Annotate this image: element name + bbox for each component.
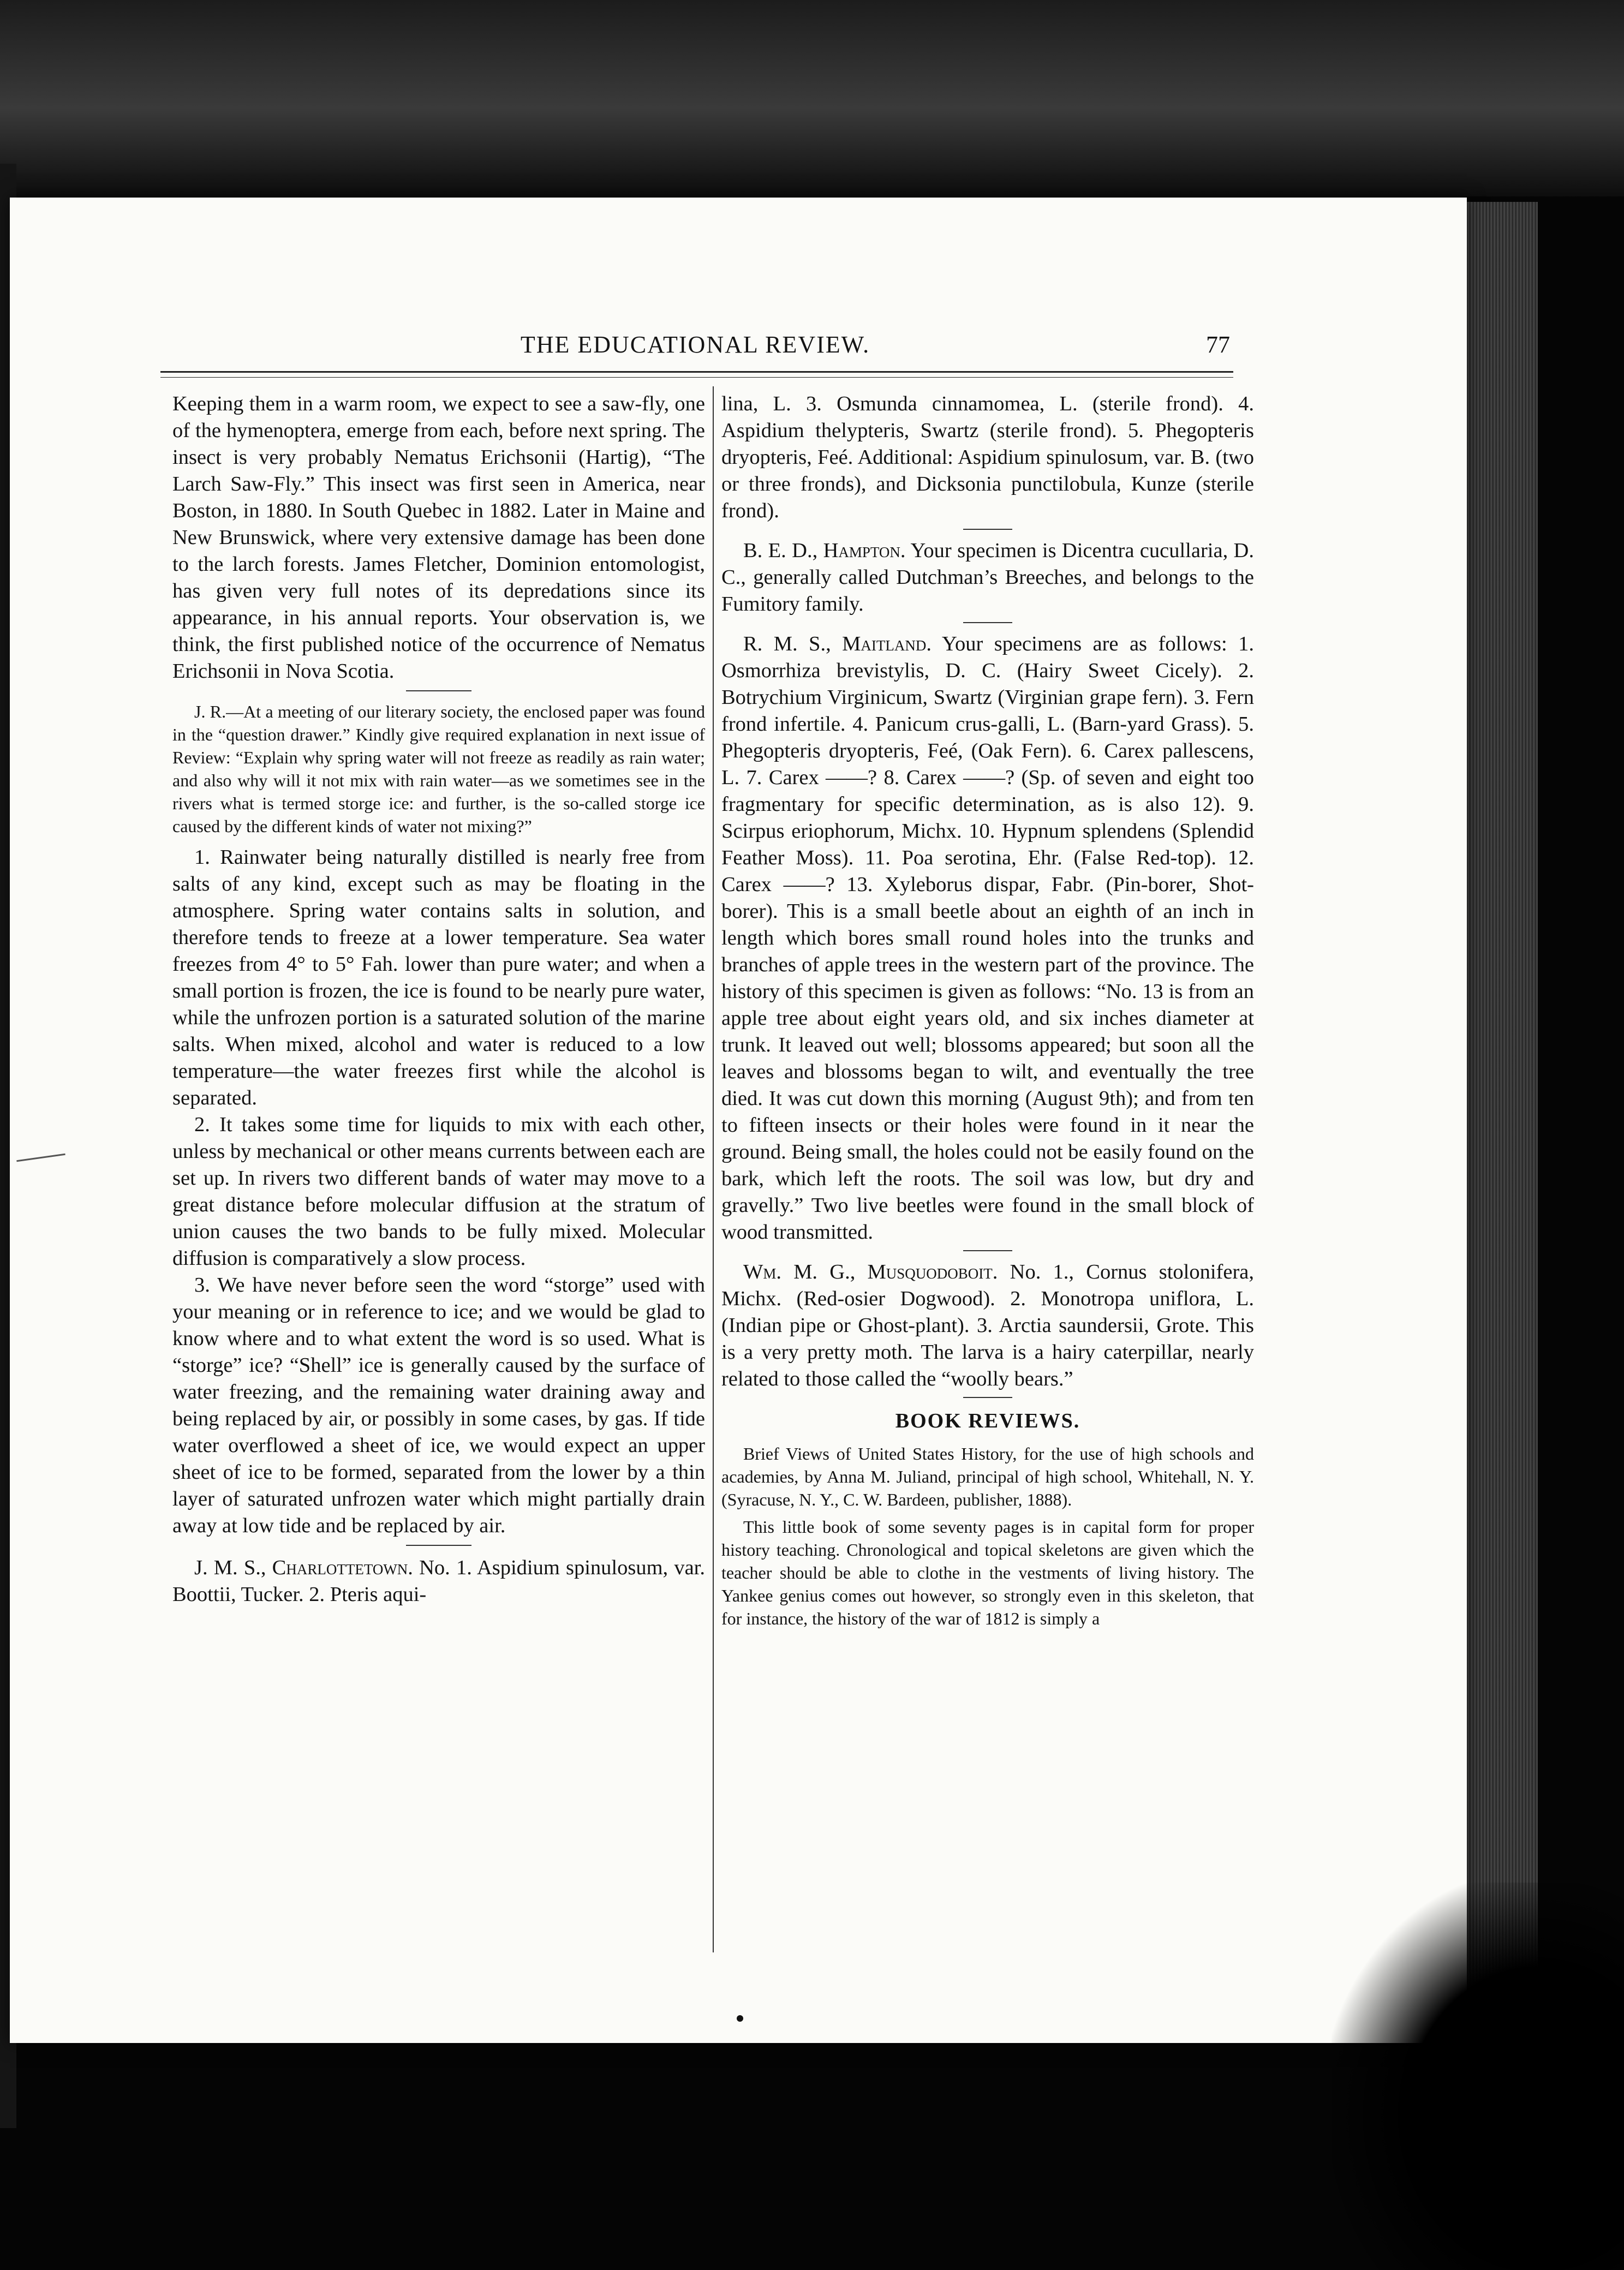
section-separator [406, 1545, 471, 1546]
book-page-edges [1467, 202, 1538, 2003]
running-title: THE EDUCATIONAL REVIEW. [520, 331, 870, 358]
entry-bed-text: Your specimen is Dicentra cucullaria, D. C., generally called Dutchman’s Breeches, and belongs to the Fumitory family. [721, 539, 1254, 616]
entry-rms [721, 631, 1254, 1246]
header-rule [160, 371, 1233, 378]
entry-jms [172, 1555, 705, 1608]
review-text: This little book of some seventy pages is in capital form for proper history teaching. Chronological and topical skeletons are given which the teacher should be able to clothe in the vestments of living history. The Yankee genius comes out however, so strongly even in this skeleton, that for instance, the history of the war of 1812 is simply a [721, 1517, 1254, 1628]
section-separator [963, 529, 1012, 530]
scan-background-top [0, 0, 1624, 196]
answer-3: 3. We have never before seen the word “storge” used with your meaning or in reference to ice; and we would be glad to know where and to what extent the word is so used. What is “storge” ice? “Shell” ice is generally caused by the surface of water freezing, and the remaining water draining away and being replaced by air, or possibly in some cases, by gas. If tide water overflowed a sheet of ice, we would expect an upper sheet of ice to be formed, separated from the lower by a thin layer of saturated unfrozen water which might partially drain away at low tide and be replaced by air. [172, 1274, 705, 1537]
entry-jms-text: No. 1. Aspidium spinulosum, var. Boottii, Tucker. 2. Pteris aqui- [172, 1556, 705, 1606]
page-number: 77 [1206, 331, 1230, 358]
sawfly-paragraph: Keeping them in a warm room, we expect to see a saw-fly, one of the hymenoptera, emerge from each, before next spring. The insect is very probably Nematus Erichsonii (Hartig), “The Larch Saw-Fly.” This insect was first seen in America, near Boston, in 1880. In South Quebec in 1882. Later in Maine and New Brunswick, where very extensive damage has been done to the larch forests. James Fletcher, Dominion entomologist, has given very full notes of its depredations since its appearance, in his annual reports. Your observation is, we think, the first published notice of the occurrence of Nematus Erichsonii in Nova Scotia. [172, 392, 705, 683]
correspondent-wmg: Wm. M. G., Musquodoboit. [743, 1261, 998, 1283]
correspondent-bed: B. E. D., Hampton. [743, 539, 906, 562]
scan-corner-shadow [1332, 1883, 1624, 2270]
entry-rms-text: Your specimens are as follows: 1. Osmorrhiza brevistylis, D. C. (Hairy Sweet Cicely). 2. Botrychium Virginicum, Swartz (Virginian grape fern). 3. Fern frond infertile. 4. Panicum crus-galli, L. (Barn-yard Grass). 5. Phegopteris dryopteris, Feé, (Oak Fern). 6. Carex pallescens, L. 7. Carex ——? 8. Carex ——? (Sp. of seven and eight too fragmentary for specific determination, as is also 12). 9. Scirpus eriophorum, Michx. 10. Hypnum splendens (Splendid Feather Moss). 11. Poa serotina, Ehr. (False Red-top). 12. Carex ——? 13. Xyleborus dispar, Fabr. (Pin-borer, Shot-borer). This is a small beetle about an eighth of an inch in length which bores small round holes into the trunks and branches of apple trees in the western part of the province. The history of this specimen is given as follows: “No. 13 is from an apple tree about eight years old, and six inches diameter at trunk. It leaved out well; blossoms appeared; but soon all the leaves and blossoms began to wilt, and eventually the tree died. It was cut down this morning (August 9th); and from ten to fifteen insects or their holes were found in it near the ground. Being small, the holes could not be easily found on the bark, which left the roots. The soil was low, but dry and gravelly.” Two live beetles were found in the small block of wood transmitted. [721, 632, 1254, 1244]
ink-dot [737, 2015, 743, 2022]
section-separator [963, 1397, 1012, 1398]
right-column [721, 391, 1254, 1630]
section-separator [963, 1250, 1012, 1251]
answer-2: 2. It takes some time for liquids to mix with each other, unless by mechanical or other means currents between each are set up. In rivers two different bands of water may move to a great distance before molecular diffusion at the stratum of union causes the two bands to be fully mixed. Molecular diffusion is comparatively a slow process. [172, 1113, 705, 1270]
entry-wmg-text: No. 1., Cornus stolonifera, Michx. (Red-osier Dogwood). 2. Monotropa uniflora, L. (Indian pipe or Ghost-plant). 3. Arctia saundersii, Grote. This is a very pretty moth. The larva is a hairy caterpillar, nearly related to those called the “woolly bears.” [721, 1261, 1255, 1390]
page-header [160, 331, 1230, 363]
entry-bed [721, 537, 1254, 618]
left-column [172, 391, 705, 1608]
query-jr: J. R.—At a meeting of our literary society, the enclosed paper was found in the “question drawer.” Kindly give required explanation in next issue of Review: “Explain why spring water will not freeze as readily as rain water; and also why will it not mix with rain water—as we sometimes see in the rivers what is termed storge ice: and further, is the so-called storge ice caused by the different kinds of water not mixing?” [172, 702, 705, 836]
section-separator [963, 622, 1012, 623]
review-citation: Brief Views of United States History, for the use of high schools and academies, by Anna M. Juliand, principal of high school, Whitehall, N. Y. (Syracuse, N. Y., C. W. Bardeen, publisher, 1888). [721, 1444, 1254, 1509]
entry-wmg [721, 1259, 1254, 1393]
column-divider [713, 386, 714, 1952]
correspondent-jms: J. M. S., Charlottetown. [194, 1556, 413, 1579]
book-reviews-heading: BOOK REVIEWS. [895, 1409, 1080, 1432]
correspondent-rms: R. M. S., Maitland. [743, 632, 932, 655]
section-separator [406, 690, 471, 691]
answer-1: 1. Rainwater being naturally distilled is nearly free from salts of any kind, except such as may be floating in the atmosphere. Spring water contains salts in solution, and therefore tends to freeze at a lower temperature. Sea water freezes from 4° to 5° Fah. lower than pure water; and when a small portion is frozen, the ice is found to be nearly pure water, while the unfrozen portion is a saturated solution of the marine salts. When mixed, alcohol and water is reduced to a low temperature—the water freezes first while the alcohol is separated. [172, 846, 705, 1109]
entry-jms-continued: lina, L. 3. Osmunda cinnamomea, L. (sterile frond). 4. Aspidium thelypteris, Swartz (sterile frond). 5. Phegopteris dryopteris, Feé. Additional: Aspidium spinulosum, var. B. (two or three fronds), and Dicksonia punctilobula, Kunze (sterile frond). [721, 392, 1254, 522]
